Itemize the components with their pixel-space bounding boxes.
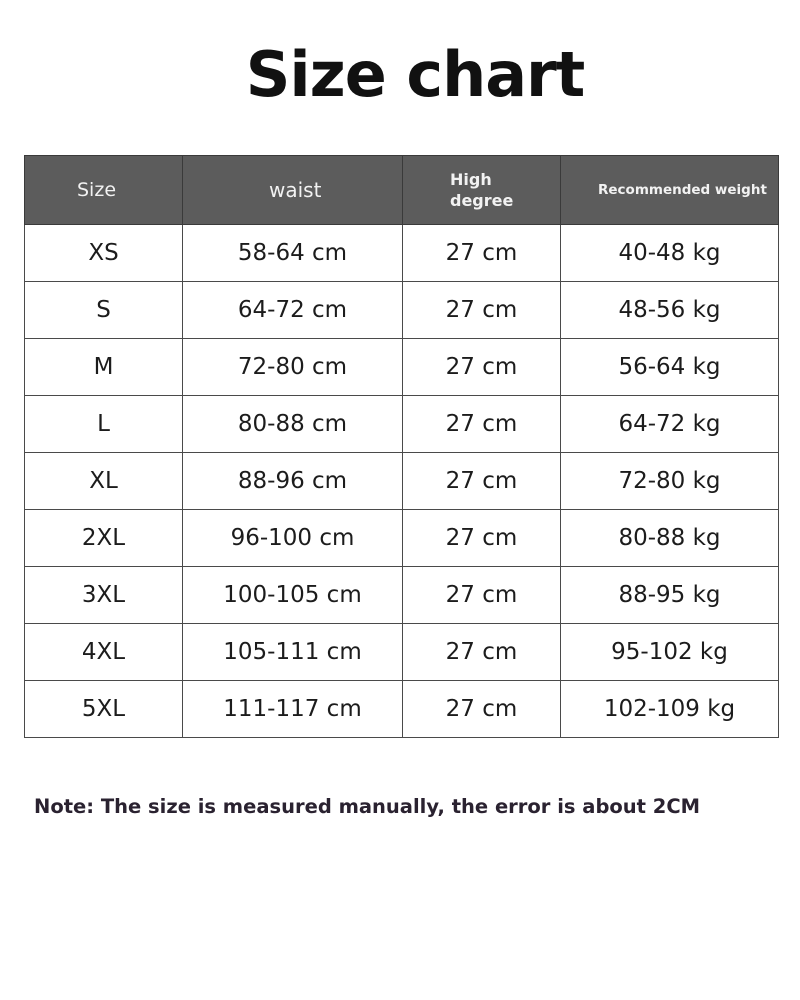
table-row: [25, 339, 779, 396]
cell-high-degree: 27 cm: [403, 624, 561, 681]
cell-high-degree: 27 cm: [403, 339, 561, 396]
header-high-degree: [403, 156, 561, 225]
cell-recommended-weight: 95-102 kg: [561, 624, 779, 681]
cell-size: S: [25, 282, 183, 339]
cell-recommended-weight: 72-80 kg: [561, 453, 779, 510]
cell-high-degree: 27 cm: [403, 225, 561, 282]
cell-waist: 64-72 cm: [183, 282, 403, 339]
header-size: Size: [25, 156, 183, 225]
table-row: [25, 396, 779, 453]
cell-recommended-weight: 80-88 kg: [561, 510, 779, 567]
header-high-line1: High: [450, 170, 492, 189]
cell-high-degree: 27 cm: [403, 396, 561, 453]
cell-high-degree: 27 cm: [403, 567, 561, 624]
cell-size: 2XL: [25, 510, 183, 567]
cell-size: 5XL: [25, 681, 183, 738]
cell-size: L: [25, 396, 183, 453]
cell-waist: 58-64 cm: [183, 225, 403, 282]
cell-waist: 88-96 cm: [183, 453, 403, 510]
size-chart-table: [24, 155, 779, 738]
table-row: [25, 453, 779, 510]
cell-size: 3XL: [25, 567, 183, 624]
cell-recommended-weight: 64-72 kg: [561, 396, 779, 453]
cell-high-degree: 27 cm: [403, 282, 561, 339]
cell-recommended-weight: 40-48 kg: [561, 225, 779, 282]
table-row: [25, 567, 779, 624]
table-row: [25, 624, 779, 681]
cell-recommended-weight: 102-109 kg: [561, 681, 779, 738]
header-high-line2: degree: [450, 191, 514, 210]
header-waist: waist: [183, 156, 403, 225]
cell-size: 4XL: [25, 624, 183, 681]
page-title: Size chart: [245, 38, 585, 111]
cell-recommended-weight: 48-56 kg: [561, 282, 779, 339]
table-header-row: [25, 156, 779, 225]
table-body: [25, 225, 779, 738]
cell-size: M: [25, 339, 183, 396]
cell-waist: 80-88 cm: [183, 396, 403, 453]
cell-recommended-weight: 56-64 kg: [561, 339, 779, 396]
cell-size: XS: [25, 225, 183, 282]
cell-waist: 96-100 cm: [183, 510, 403, 567]
cell-recommended-weight: 88-95 kg: [561, 567, 779, 624]
cell-high-degree: 27 cm: [403, 681, 561, 738]
table-row: [25, 225, 779, 282]
cell-waist: 100-105 cm: [183, 567, 403, 624]
cell-size: XL: [25, 453, 183, 510]
cell-waist: 111-117 cm: [183, 681, 403, 738]
table-row: [25, 282, 779, 339]
table-row: [25, 510, 779, 567]
cell-high-degree: 27 cm: [403, 510, 561, 567]
cell-waist: 105-111 cm: [183, 624, 403, 681]
table-row: [25, 681, 779, 738]
cell-waist: 72-80 cm: [183, 339, 403, 396]
measurement-note: Note: The size is measured manually, the error is about 2CM: [34, 795, 701, 818]
header-recommended-weight: Recommended weight: [561, 156, 779, 225]
cell-high-degree: 27 cm: [403, 453, 561, 510]
